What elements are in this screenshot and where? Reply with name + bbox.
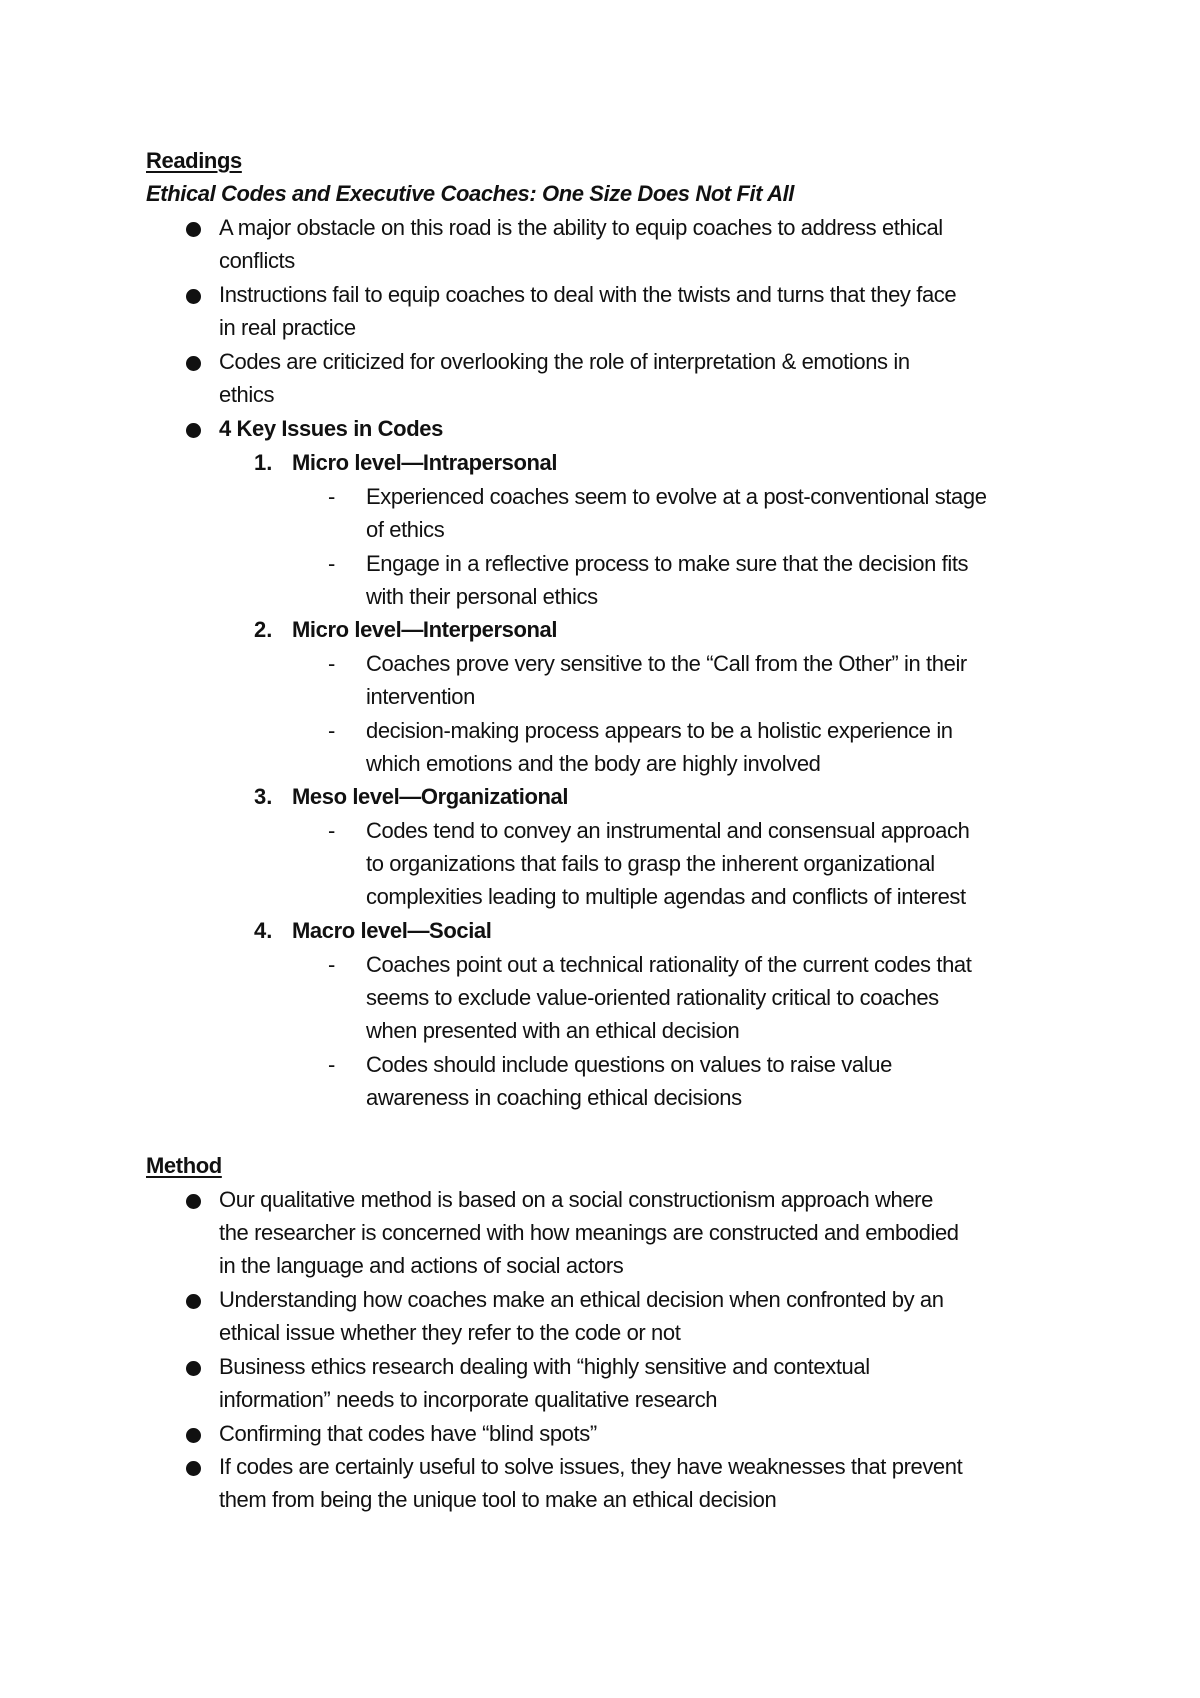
level-number: 4. — [254, 918, 273, 943]
list-item: in the language and actions of social actors — [219, 1253, 624, 1278]
list-item: intervention — [366, 684, 475, 709]
dash-icon: - — [328, 1052, 336, 1077]
list-item: awareness in coaching ethical decisions — [366, 1085, 742, 1110]
readings-subtitle: Ethical Codes and Executive Coaches: One Size Does Not Fit All — [146, 181, 794, 206]
list-item: Codes are criticized for overlooking the role of interpretation & emotions in — [219, 349, 910, 374]
list-item: ethics — [219, 382, 275, 407]
list-item: them from being the unique tool to make an ethical decision — [219, 1487, 777, 1512]
bullet-icon — [186, 289, 201, 304]
list-item: of ethics — [366, 517, 445, 542]
level-number: 1. — [254, 450, 273, 475]
list-item: to organizations that fails to grasp the inherent organizational — [366, 851, 935, 876]
dash-icon: - — [328, 818, 336, 843]
bullet-icon — [186, 1461, 201, 1476]
level-title: Micro level—Interpersonal — [292, 617, 558, 642]
dash-icon: - — [328, 551, 336, 576]
list-item: Instructions fail to equip coaches to deal with the twists and turns that they face — [219, 282, 957, 307]
level-title: Micro level—Intrapersonal — [292, 450, 558, 475]
method-heading: Method — [146, 1153, 222, 1178]
list-item: ethical issue whether they refer to the code or not — [219, 1320, 681, 1345]
list-item: conflicts — [219, 248, 295, 273]
list-item: Coaches prove very sensitive to the “Call from the Other” in their — [366, 651, 967, 676]
list-item: information” needs to incorporate qualitative research — [219, 1387, 718, 1412]
bullet-icon — [186, 1194, 201, 1209]
bullet-icon — [186, 1361, 201, 1376]
list-item: A major obstacle on this road is the ability to equip coaches to address ethical — [219, 215, 943, 240]
list-item: in real practice — [219, 315, 356, 340]
list-item: when presented with an ethical decision — [366, 1018, 740, 1043]
key-issues-label: 4 Key Issues in Codes — [219, 416, 443, 441]
bullet-icon — [186, 423, 201, 438]
list-item: with their personal ethics — [366, 584, 598, 609]
list-item: Business ethics research dealing with “highly sensitive and contextual — [219, 1354, 870, 1379]
bullet-icon — [186, 1428, 201, 1443]
list-item: Confirming that codes have “blind spots” — [219, 1421, 597, 1446]
readings-heading: Readings — [146, 148, 242, 173]
list-item: seems to exclude value-oriented rationality critical to coaches — [366, 985, 939, 1010]
list-item: Coaches point out a technical rationality of the current codes that — [366, 952, 972, 977]
list-item: Codes tend to convey an instrumental and consensual approach — [366, 818, 970, 843]
dash-icon: - — [328, 651, 336, 676]
list-item: Codes should include questions on values to raise value — [366, 1052, 892, 1077]
list-item: If codes are certainly useful to solve issues, they have weaknesses that prevent — [219, 1454, 963, 1479]
level-number: 2. — [254, 617, 273, 642]
list-item: Engage in a reflective process to make sure that the decision fits — [366, 551, 969, 576]
list-item: decision-making process appears to be a holistic experience in — [366, 718, 953, 743]
list-item: which emotions and the body are highly involved — [366, 751, 821, 776]
list-item: Understanding how coaches make an ethical decision when confronted by an — [219, 1287, 944, 1312]
bullet-icon — [186, 356, 201, 371]
list-item: Experienced coaches seem to evolve at a post-conventional stage — [366, 484, 987, 509]
dash-icon: - — [328, 718, 336, 743]
level-title: Macro level—Social — [292, 918, 492, 943]
level-number: 3. — [254, 784, 273, 809]
list-item: complexities leading to multiple agendas and conflicts of interest — [366, 884, 966, 909]
dash-icon: - — [328, 952, 336, 977]
dash-icon: - — [328, 484, 336, 509]
list-item: Our qualitative method is based on a social constructionism approach where — [219, 1187, 933, 1212]
level-title: Meso level—Organizational — [292, 784, 569, 809]
list-item: the researcher is concerned with how meanings are constructed and embodied — [219, 1220, 959, 1245]
bullet-icon — [186, 222, 201, 237]
bullet-icon — [186, 1294, 201, 1309]
